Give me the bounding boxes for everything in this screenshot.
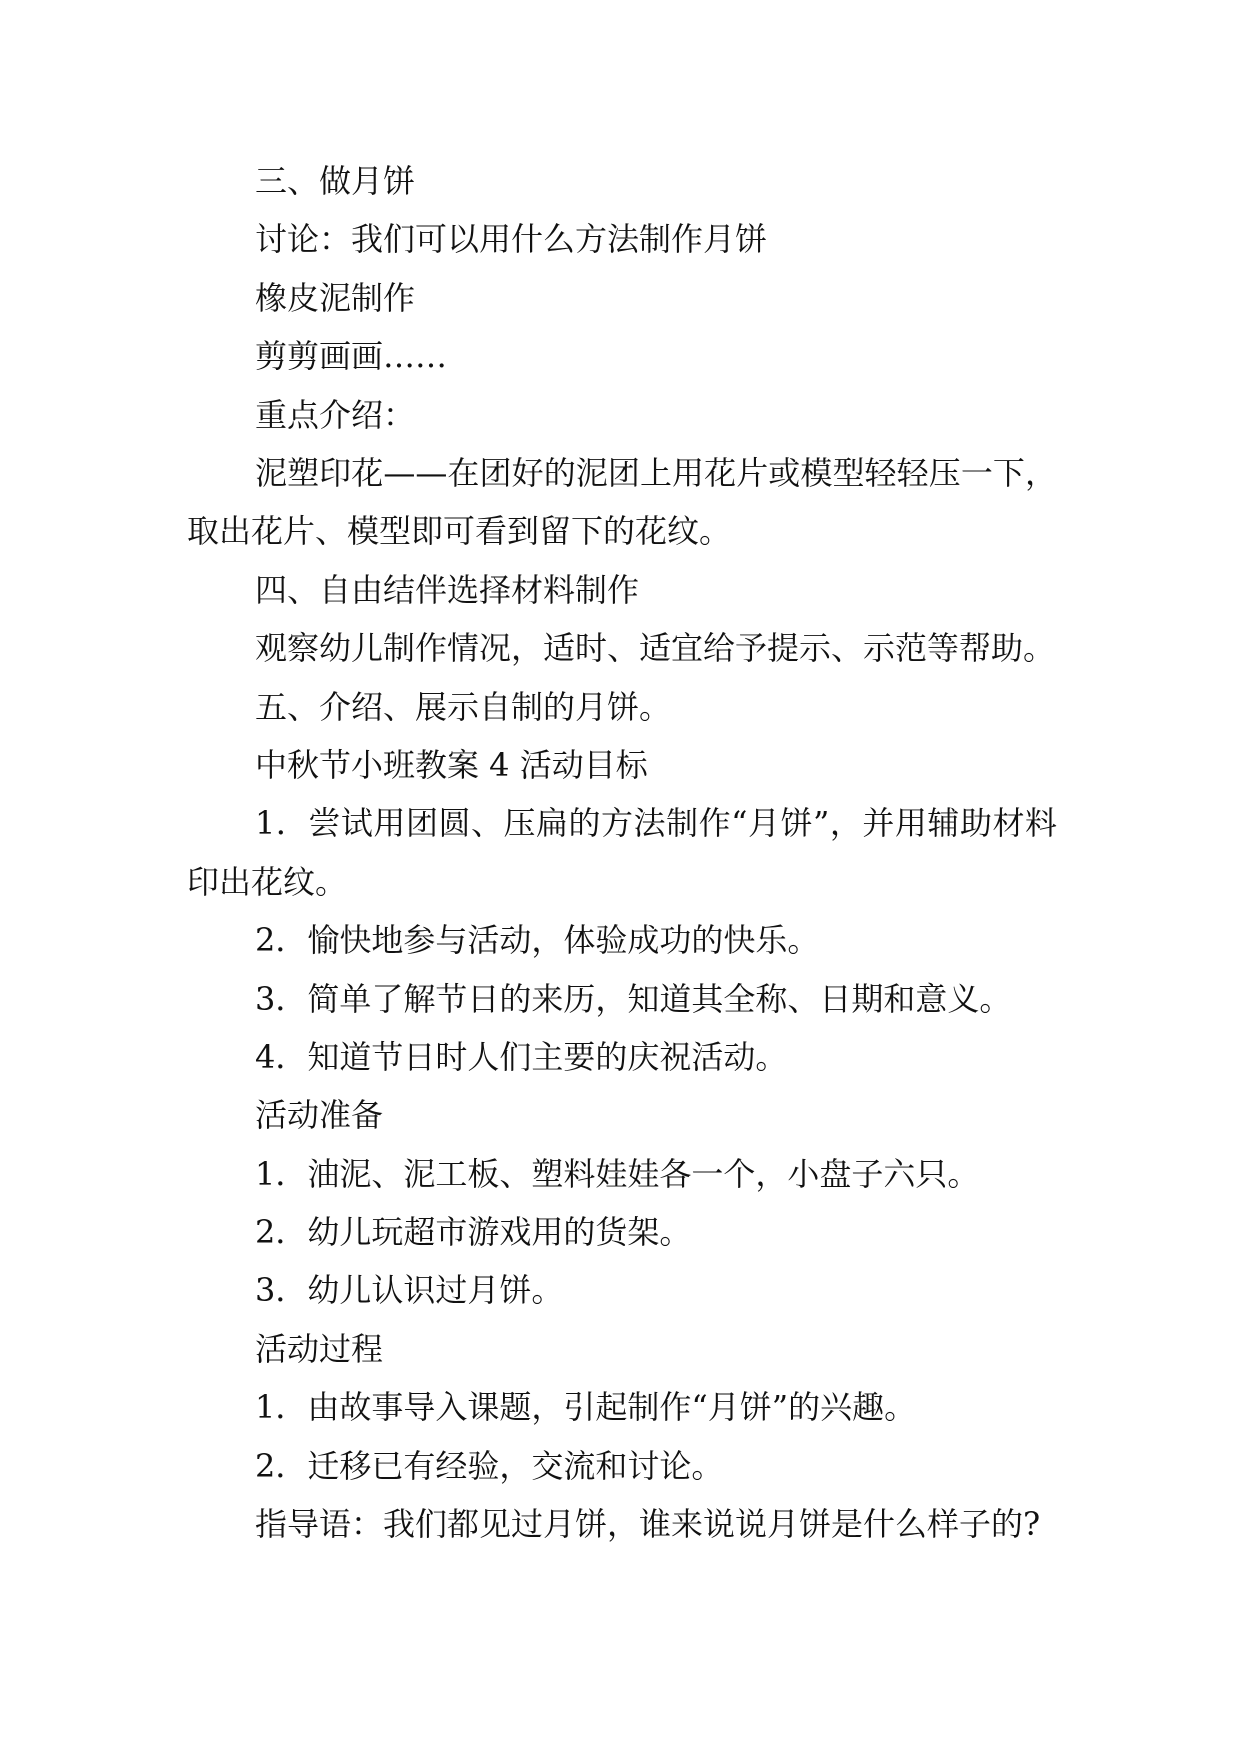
- section-heading-introduce: 五、介绍、展示自制的月饼。: [255, 687, 672, 726]
- paragraph: 剪剪画画……: [255, 337, 448, 376]
- process-item: 1．由故事导入课题，引起制作“月饼”的兴趣。: [255, 1388, 917, 1427]
- goal-item: 1．尝试用团圆、压扁的方法制作“月饼”，并用辅助材料印出花纹。: [187, 804, 1057, 901]
- process-item: 2．迁移已有经验，交流和讨论。: [255, 1446, 724, 1485]
- section-heading-free-partner: 四、自由结伴选择材料制作: [255, 570, 640, 609]
- lesson-title: 中秋节小班教案 4 活动目标: [255, 745, 648, 784]
- preparation-item: 1．油泥、泥工板、塑料娃娃各一个，小盘子六只。: [255, 1154, 980, 1193]
- section-heading-preparation: 活动准备: [255, 1096, 384, 1135]
- paragraph: 橡皮泥制作: [255, 278, 416, 317]
- paragraph: 讨论：我们可以用什么方法制作月饼: [255, 220, 768, 259]
- preparation-item: 3．幼儿认识过月饼。: [255, 1271, 564, 1310]
- document-body: [187, 152, 1057, 1553]
- paragraph: 观察幼儿制作情况，适时、适宜给予提示、示范等帮助。: [255, 629, 1056, 668]
- section-heading-make-mooncake: 三、做月饼: [255, 162, 416, 200]
- goal-item: 3．简单了解节日的来历，知道其全称、日期和意义。: [255, 979, 1012, 1018]
- guide-language: 指导语：我们都见过月饼，谁来说说月饼是什么样子的?: [255, 1505, 1041, 1544]
- section-heading-process: 活动过程: [255, 1329, 384, 1368]
- goal-item: 4．知道节日时人们主要的庆祝活动。: [255, 1037, 788, 1076]
- paragraph-clay-printing: 泥塑印花——在团好的泥团上用花片或模型轻轻压一下，取出花片、模型即可看到留下的花纹。: [187, 453, 1057, 551]
- paragraph: 重点介绍：: [255, 395, 416, 434]
- preparation-item: 2．幼儿玩超市游戏用的货架。: [255, 1213, 692, 1252]
- goal-item: 2．愉快地参与活动，体验成功的快乐。: [255, 921, 820, 960]
